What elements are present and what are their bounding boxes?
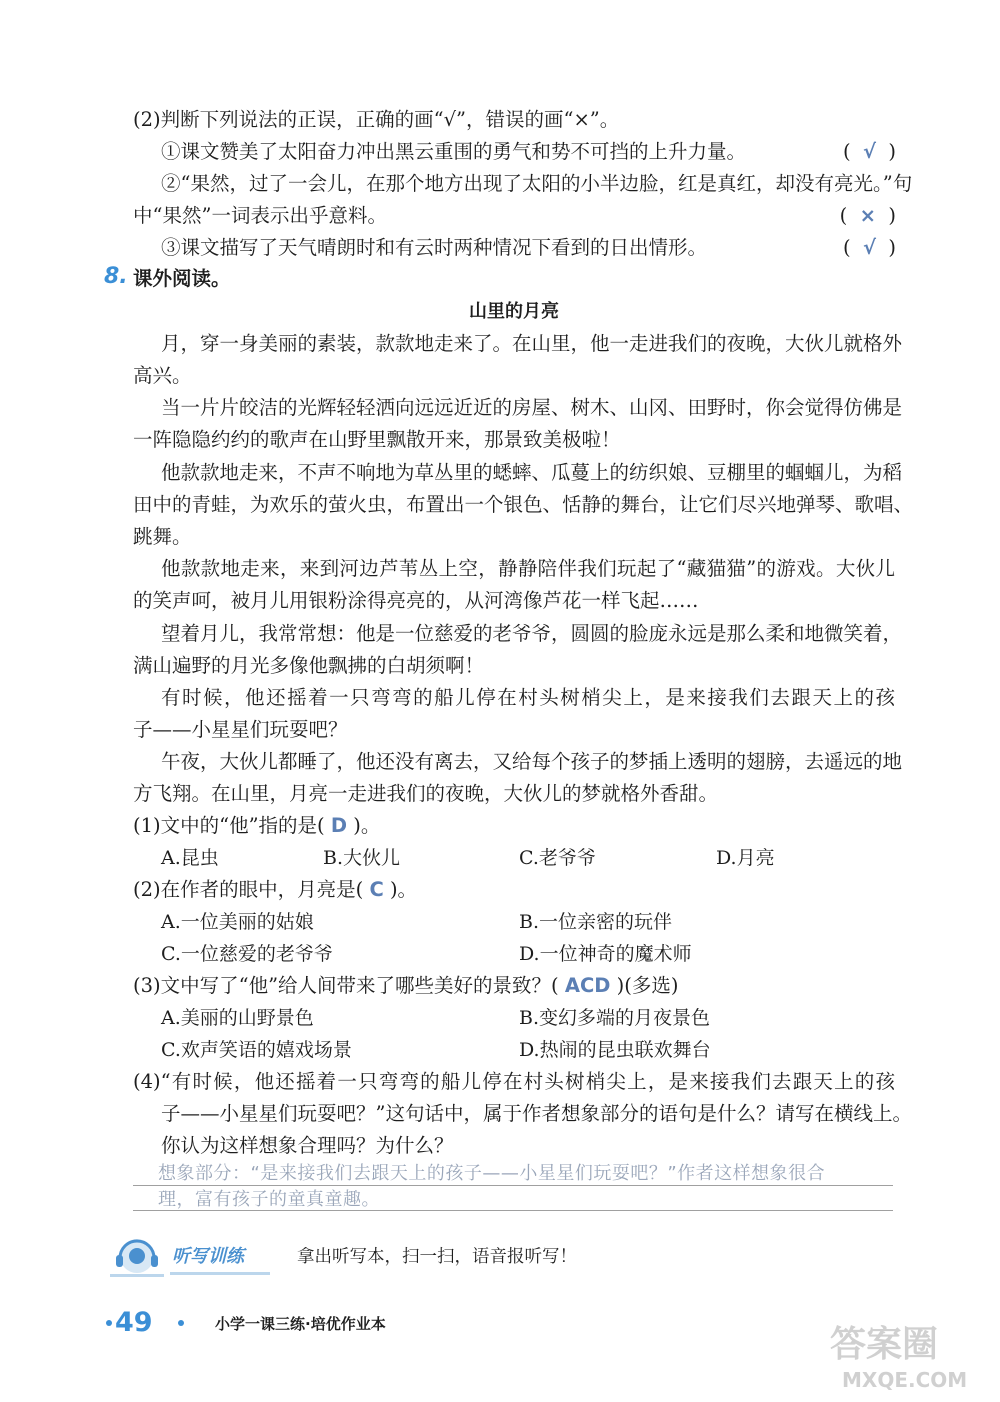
q2-option-d: D.一位神奇的魔术师 xyxy=(519,943,692,965)
question-3-answer: ACD xyxy=(564,974,611,997)
q7-item-2-line1: ②“果然，过了一会儿，在那个地方出现了太阳的小半边脸，红是真红，却没有亮光。”句 xyxy=(161,172,913,195)
q3-option-d: D.热闹的昆虫联欢舞台 xyxy=(519,1039,711,1061)
passage-line: 田中的青蛙，为欢乐的萤火虫，布置出一个银色、恬静的舞台，让它们尽兴地弹琴、歌唱、 xyxy=(133,493,914,516)
q7-item-1-answer: √ xyxy=(862,140,876,163)
page-dot-right xyxy=(178,1320,184,1326)
question-4-line2: 子——小星星们玩耍吧？”这句话中，属于作者想象部分的语句是什么？请写在横线上。 xyxy=(161,1102,912,1125)
q7-item-1-answer-box: ( √ ) xyxy=(842,140,896,163)
q2-option-b: B.一位亲密的玩伴 xyxy=(519,911,673,933)
q7-item-3: ③课文描写了天气晴朗时和有云时两种情况下看到的日出情形。 xyxy=(161,236,708,259)
q1-option-d: D.月亮 xyxy=(716,847,775,869)
passage-line: 有时候，他还摇着一只弯弯的船儿停在村头树梢尖上，是来接我们去跟天上的孩 xyxy=(161,686,895,709)
question-1-answer: D xyxy=(330,814,348,837)
question-4-line1: (4)“有时候，他还摇着一只弯弯的船儿停在村头树梢尖上，是来接我们去跟天上的孩 xyxy=(133,1070,895,1093)
q1-option-c: C.老爷爷 xyxy=(519,847,596,869)
q1-option-a: A.昆虫 xyxy=(161,847,219,869)
passage-line: 他款款地走来，不声不响地为草丛里的蟋蟀、瓜蔓上的纺织娘、豆棚里的蝈蝈儿，为稻 xyxy=(161,461,903,484)
passage-line: 子——小星星们玩耍吧？ xyxy=(133,718,348,741)
answer-rule xyxy=(133,1185,893,1186)
passage-line: 满山遍野的月光多像他飘拂的白胡须啊！ xyxy=(133,654,485,677)
question-2: (2)在作者的眼中，月亮是( C )。 xyxy=(133,878,418,901)
passage-line: 他款款地走来，来到河边芦苇丛上空，静静陪伴我们玩起了“藏猫猫”的游戏。大伙儿 xyxy=(161,557,895,580)
page-number: 49 xyxy=(115,1307,153,1338)
q7-item-1: ①课文赞美了太阳奋力冲出黑云重围的勇气和势不可挡的上升力量。 xyxy=(161,140,747,163)
q7-item-2-line2: 中“果然”一词表示出乎意料。 xyxy=(133,204,387,227)
answer-rule xyxy=(133,1210,893,1211)
page-dot-left xyxy=(106,1320,112,1326)
question-4-line3: 你认为这样想象合理吗？为什么？ xyxy=(161,1134,454,1157)
q3-option-a: A.美丽的山野景色 xyxy=(161,1007,314,1029)
dictation-text: 拿出听写本，扫一扫，语音报听写！ xyxy=(297,1247,577,1267)
dictation-underline xyxy=(170,1272,270,1275)
q1-option-b: B.大伙儿 xyxy=(323,847,401,869)
passage-line: 望着月儿，我常常想：他是一位慈爱的老爷爷，圆圆的脸庞永远是那么柔和地微笑着， xyxy=(161,622,903,645)
question-2-answer: C xyxy=(369,878,384,901)
passage-line: 午夜，大伙儿都睡了，他还没有离去，又给每个孩子的梦插上透明的翅膀，去遥远的地 xyxy=(161,750,903,773)
section-number: 8. xyxy=(104,264,128,289)
q7-item-2-answer: × xyxy=(859,204,876,227)
passage-line: 跳舞。 xyxy=(133,525,192,548)
q7-prompt: (2)判断下列说法的正误，正确的画“√”，错误的画“×”。 xyxy=(133,108,620,131)
dictation-label: 听写训练 xyxy=(172,1246,244,1267)
book-title: 小学一课三练·培优作业本 xyxy=(215,1315,386,1333)
q2-option-a: A.一位美丽的姑娘 xyxy=(161,911,314,933)
watermark-text: 答案圈 xyxy=(830,1324,939,1365)
passage-title: 山里的月亮 xyxy=(469,301,559,322)
passage-line: 当一片片皎洁的光辉轻轻洒向远远近近的房屋、树木、山冈、田野时，你会觉得仿佛是 xyxy=(161,396,903,419)
q7-item-3-answer-box: ( √ ) xyxy=(842,236,896,259)
q7-item-3-answer: √ xyxy=(862,236,876,259)
headset-icon xyxy=(106,1236,168,1280)
q3-option-c: C.欢声笑语的嬉戏场景 xyxy=(161,1039,352,1061)
passage-line: 月，穿一身美丽的素装，款款地走来了。在山里，他一走进我们的夜晚，大伙儿就格外 xyxy=(161,332,903,355)
q3-option-b: B.变幻多端的月夜景色 xyxy=(519,1007,711,1029)
question-3: (3)文中写了“他”给人间带来了哪些美好的景致？( ACD )(多选) xyxy=(133,974,679,997)
q7-item-2-answer-box: ( × ) xyxy=(839,204,896,227)
section-title: 课外阅读。 xyxy=(133,267,231,290)
question-1: (1)文中的“他”指的是( D )。 xyxy=(133,814,381,837)
passage-line: 一阵隐隐约约的歌声在山野里飘散开来，那景致美极啦！ xyxy=(133,428,621,451)
q4-answer-line2: 理，富有孩子的童真童趣。 xyxy=(158,1189,380,1210)
passage-line: 的笑声呵，被月儿用银粉涂得亮亮的，从河湾像芦花一样飞起…… xyxy=(133,589,699,612)
q4-answer-line1: 想象部分：“是来接我们去跟天上的孩子——小星星们玩耍吧？”作者这样想象很合 xyxy=(158,1163,826,1184)
q2-option-c: C.一位慈爱的老爷爷 xyxy=(161,943,333,965)
passage-line: 高兴。 xyxy=(133,364,192,387)
watermark-url: MXQE.COM xyxy=(842,1368,968,1392)
passage-line: 方飞翔。在山里，月亮一走进我们的夜晚，大伙儿的梦就格外香甜。 xyxy=(133,782,719,805)
